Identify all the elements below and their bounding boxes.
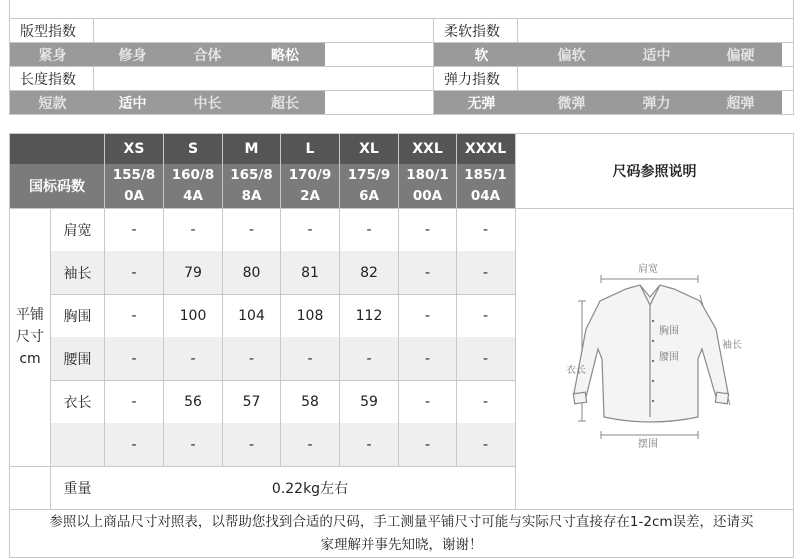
fit-option-selected: 略松: [271, 47, 299, 64]
measurement-row-label: 衣长: [63, 394, 92, 411]
length-option: 短款: [38, 95, 67, 112]
national-size-line: 160/8: [171, 167, 215, 183]
softness-index-label: 柔软指数: [444, 23, 500, 40]
size-reference-title: 尺码参照说明: [612, 164, 697, 180]
measurement-cell: -: [482, 436, 489, 453]
measurement-cell: -: [366, 350, 372, 367]
length-index-label: 长度指数: [20, 71, 76, 88]
measurement-cell: -: [424, 436, 431, 453]
measurement-cell: -: [307, 350, 313, 367]
measurement-cell: -: [190, 350, 196, 367]
measurement-cell: 79: [184, 264, 202, 281]
size-header-cell: XXXL: [464, 141, 507, 157]
national-size-cell: [105, 164, 163, 208]
national-size-line: 180/1: [406, 167, 449, 183]
measurement-cell: 104: [238, 307, 265, 324]
fit-option: 修身: [118, 47, 147, 64]
measurement-cell: 58: [301, 393, 319, 410]
group-label-line: 尺寸: [16, 329, 44, 345]
measurement-cell: -: [482, 307, 489, 324]
national-size-line: 185/1: [464, 167, 507, 183]
national-size-line: 0A: [124, 188, 144, 204]
national-size-line: 155/8: [112, 167, 156, 183]
shirt-measurement-diagram: [516, 209, 793, 508]
elasticity-options-bar: [434, 91, 782, 114]
national-size-line: 00A: [412, 188, 443, 204]
elasticity-option: 超弹: [726, 95, 755, 112]
fit-index-label: 版型指数: [20, 23, 76, 40]
measurement-row-label: 胸围: [63, 308, 92, 325]
weight-value: 0.22kg左右: [271, 480, 349, 497]
shirt-outline: [573, 285, 728, 422]
size-header-cell: XXL: [412, 141, 443, 157]
group-label-line: cm: [19, 351, 41, 367]
measurement-cell: -: [424, 350, 431, 367]
measurement-cell: -: [248, 436, 255, 453]
national-size-cell: [164, 164, 222, 208]
national-size-line: 04A: [470, 188, 501, 204]
softness-option: 偏软: [557, 47, 586, 64]
measurement-cell: -: [190, 221, 196, 238]
diagram-label-length: 衣长: [566, 365, 586, 376]
length-option: 中长: [193, 95, 222, 112]
measurement-cell: -: [248, 350, 255, 367]
measurement-cell: 56: [184, 393, 202, 410]
diagram-label-chest: 胸围: [659, 326, 679, 337]
measurement-cell: -: [131, 264, 137, 281]
national-size-label: 国标码数: [10, 164, 104, 208]
measurement-cell: -: [424, 307, 431, 324]
fit-option: 紧身: [38, 47, 67, 64]
length-options-bar: [10, 91, 325, 114]
size-header-cell: M: [244, 141, 259, 157]
softness-option: 偏硬: [726, 47, 755, 64]
measurement-cell: 82: [360, 264, 378, 281]
softness-option: 适中: [642, 47, 671, 64]
national-size-line: 8A: [241, 188, 262, 204]
footnote-line: 参照以上商品尺寸对照表，以帮助您找到合适的尺码，手工测量平铺尺寸可能与实际尺寸直接存在1-2cm误差，还请买: [49, 514, 754, 530]
fit-options-bar: [10, 43, 325, 66]
measurement-row-label: 腰围: [63, 351, 92, 368]
measurement-cell: 108: [296, 307, 324, 324]
measurement-cell: 100: [179, 307, 207, 324]
national-size-cell: [281, 164, 339, 208]
measurement-cell: 81: [301, 264, 319, 281]
measurement-cell: -: [482, 393, 489, 410]
diagram-label-waist: 腰围: [659, 352, 679, 363]
measurement-cell: 112: [355, 307, 383, 324]
softness-options-bar: [434, 43, 782, 66]
measurement-cell: -: [190, 436, 196, 453]
size-header-cell: XL: [359, 141, 379, 157]
measurement-row-label: 袖长: [63, 265, 92, 282]
measurement-row-label: [51, 423, 104, 466]
measurement-cell: -: [307, 436, 313, 453]
size-header-cell: XS: [123, 141, 145, 157]
softness-option-selected: 软: [474, 47, 489, 64]
measurement-cell: 57: [242, 393, 261, 410]
size-header-cell: S: [187, 141, 199, 157]
measurement-cell: -: [482, 350, 489, 367]
measurement-cell: -: [131, 393, 137, 410]
footnote: [10, 510, 793, 558]
elasticity-option: 微弹: [557, 95, 586, 112]
footnote-line: 家理解并事先知晓，谢谢！: [320, 537, 483, 553]
national-size-cell: [399, 164, 456, 208]
flat-size-cm-label: [10, 208, 50, 466]
measurement-row-label: 肩宽: [63, 222, 92, 239]
measurement-cell: 59: [360, 393, 378, 410]
weight-label: 重量: [63, 480, 92, 497]
elasticity-option: 弹力: [642, 95, 671, 112]
national-size-line: 170/9: [288, 167, 332, 183]
measurement-cell: -: [482, 264, 489, 281]
size-header-cell: L: [305, 141, 315, 157]
national-size-line: 2A: [300, 188, 320, 204]
measurement-cell: -: [366, 221, 372, 238]
national-size-cell: [340, 164, 398, 208]
elasticity-option-selected: 无弹: [467, 95, 496, 112]
measurement-cell: -: [248, 221, 255, 238]
measurement-cell: -: [366, 436, 372, 453]
measurement-cell: -: [131, 436, 137, 453]
measurement-cell: -: [131, 307, 137, 324]
diagram-label-hem: 摆围: [638, 439, 658, 450]
diagram-label-shoulder: 肩宽: [638, 264, 658, 275]
measurement-cell: -: [424, 264, 431, 281]
measurement-cell: -: [424, 221, 431, 238]
group-label-line: 平铺: [16, 307, 44, 323]
national-size-line: 6A: [359, 188, 379, 204]
diagram-label-sleeve: 袖长: [722, 340, 742, 351]
national-size-cell: [457, 164, 514, 208]
measurement-cell: 80: [242, 264, 261, 281]
national-size-cell: [223, 164, 280, 208]
measurement-cell: -: [424, 393, 431, 410]
measurement-cell: -: [307, 221, 313, 238]
length-option-selected: 适中: [118, 95, 147, 112]
elasticity-index-label: 弹力指数: [444, 71, 500, 88]
measurement-cell: -: [131, 350, 137, 367]
national-size-line: 175/9: [347, 167, 391, 183]
fit-option: 合体: [193, 47, 222, 64]
measurement-cell: -: [131, 221, 137, 238]
length-option: 超长: [271, 95, 299, 112]
national-size-line: 165/8: [230, 167, 273, 183]
measurement-cell: -: [482, 221, 489, 238]
national-size-line: 4A: [183, 188, 203, 204]
